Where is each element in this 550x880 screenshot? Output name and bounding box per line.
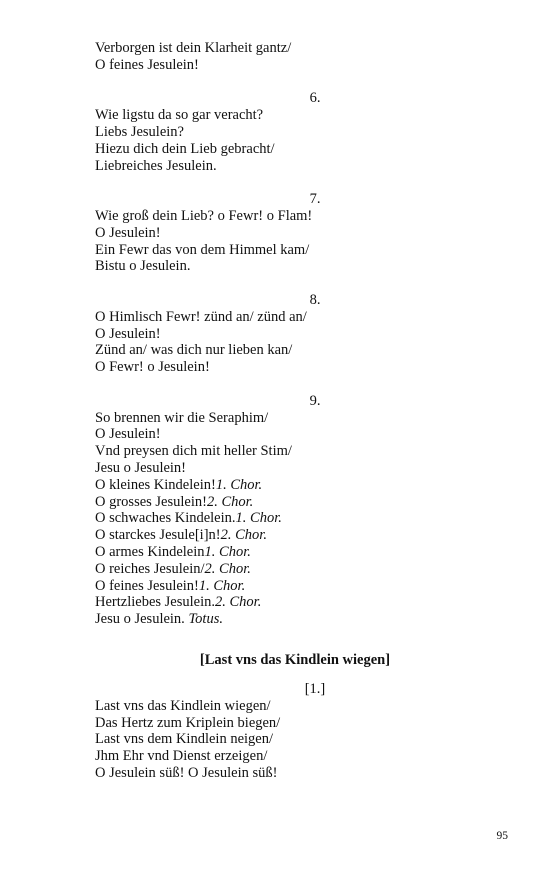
second-song bbox=[95, 681, 425, 782]
chorus-line bbox=[95, 594, 425, 611]
chorus-line bbox=[95, 510, 425, 527]
chorus-text: O kleines Kindelein! bbox=[95, 476, 216, 493]
verse-line: Zünd an/ was dich nur lieben kan/ bbox=[95, 342, 293, 359]
verse-line: So brennen wir die Seraphim/ bbox=[95, 409, 269, 426]
chorus-part-note: 2. Chor. bbox=[215, 594, 262, 611]
stanza-5-end bbox=[95, 40, 425, 74]
chorus-text: O armes Kindelein bbox=[95, 543, 205, 560]
stanza-number: 6. bbox=[309, 90, 321, 107]
chorus-line bbox=[95, 477, 425, 494]
chorus-part-note: 1. Chor. bbox=[198, 577, 246, 594]
page-number: 95 bbox=[496, 830, 508, 842]
verse-line: O Jesulein! bbox=[95, 325, 161, 342]
verse-line: Wie groß dein Lieb? o Fewr! o Flam! bbox=[95, 207, 313, 224]
verse-line: O Himlisch Fewr! zünd an/ zünd an/ bbox=[95, 308, 307, 325]
chorus-text: O reiches Jesulein/ bbox=[95, 560, 205, 577]
chorus-part-note: 1. Chor. bbox=[204, 543, 251, 560]
verse-line: Verborgen ist dein Klarheit gantz/ bbox=[95, 40, 292, 56]
chorus-text: Hertzliebes Jesulein. bbox=[95, 594, 215, 611]
verse-line: Ein Fewr das von dem Himmel kam/ bbox=[95, 241, 310, 258]
verse-line: Wie ligstu da so gar veracht? bbox=[95, 107, 264, 124]
verse-line: Vnd preysen dich mit heller Stim/ bbox=[95, 443, 292, 460]
chorus-part-note: 2. Chor. bbox=[220, 527, 267, 544]
verse-line: O Jesulein! bbox=[95, 426, 161, 443]
stanza-number: 7. bbox=[309, 191, 321, 208]
stanza-7 bbox=[95, 191, 425, 275]
verse-line: Das Hertz zum Kriplein biegen/ bbox=[95, 714, 281, 731]
chorus-line bbox=[95, 527, 425, 544]
verse-line: Last vns dem Kindlein neigen/ bbox=[95, 731, 273, 748]
stanza-8 bbox=[95, 292, 425, 376]
verse-line: O Jesulein! bbox=[95, 224, 161, 241]
chorus-text: O grosses Jesulein! bbox=[95, 493, 207, 510]
chorus-part-note: 1. Chor. bbox=[235, 510, 282, 527]
chorus-text: O schwaches Kindelein. bbox=[95, 510, 236, 527]
chorus-text: Jesu o Jesulein. bbox=[95, 611, 189, 628]
verse-line: Jhm Ehr vnd Dienst erzeigen/ bbox=[95, 748, 268, 765]
verse-line: Hiezu dich dein Lieb gebracht/ bbox=[95, 140, 275, 157]
chorus-line bbox=[95, 578, 425, 595]
song-text-column bbox=[95, 40, 425, 645]
stanza-number: 9. bbox=[309, 392, 321, 409]
chorus-part-note: 2. Chor. bbox=[204, 560, 251, 577]
stanza-number: [1.] bbox=[304, 681, 326, 697]
chorus-line bbox=[95, 611, 425, 628]
verse-line: Bistu o Jesulein. bbox=[95, 258, 191, 275]
verse-line: O Fewr! o Jesulein! bbox=[95, 359, 210, 376]
stanza-9 bbox=[95, 393, 425, 628]
verse-line: Liebreiches Jesulein. bbox=[95, 157, 217, 174]
chorus-line bbox=[95, 544, 425, 561]
chorus-line bbox=[95, 561, 425, 578]
stanza-number: 8. bbox=[309, 291, 321, 308]
verse-line: Last vns das Kindlein wiegen/ bbox=[95, 697, 271, 714]
chorus-text: O starckes Jesule[i]n! bbox=[95, 527, 221, 544]
chorus-part-note: 1. Chor. bbox=[215, 476, 263, 493]
stanza-6 bbox=[95, 90, 425, 174]
song-title: [Last vns das Kindlein wiegen] bbox=[199, 652, 391, 668]
chorus-text: O feines Jesulein! bbox=[95, 577, 199, 594]
chorus-part-note: Totus. bbox=[188, 611, 223, 628]
verse-line: Liebs Jesulein? bbox=[95, 123, 184, 140]
chorus-line bbox=[95, 494, 425, 511]
verse-line: O feines Jesulein! bbox=[95, 56, 199, 73]
verse-line: O Jesulein süß! O Jesulein süß! bbox=[95, 764, 278, 781]
verse-line: Jesu o Jesulein! bbox=[95, 459, 187, 476]
chorus-part-note: 2. Chor. bbox=[206, 493, 254, 510]
